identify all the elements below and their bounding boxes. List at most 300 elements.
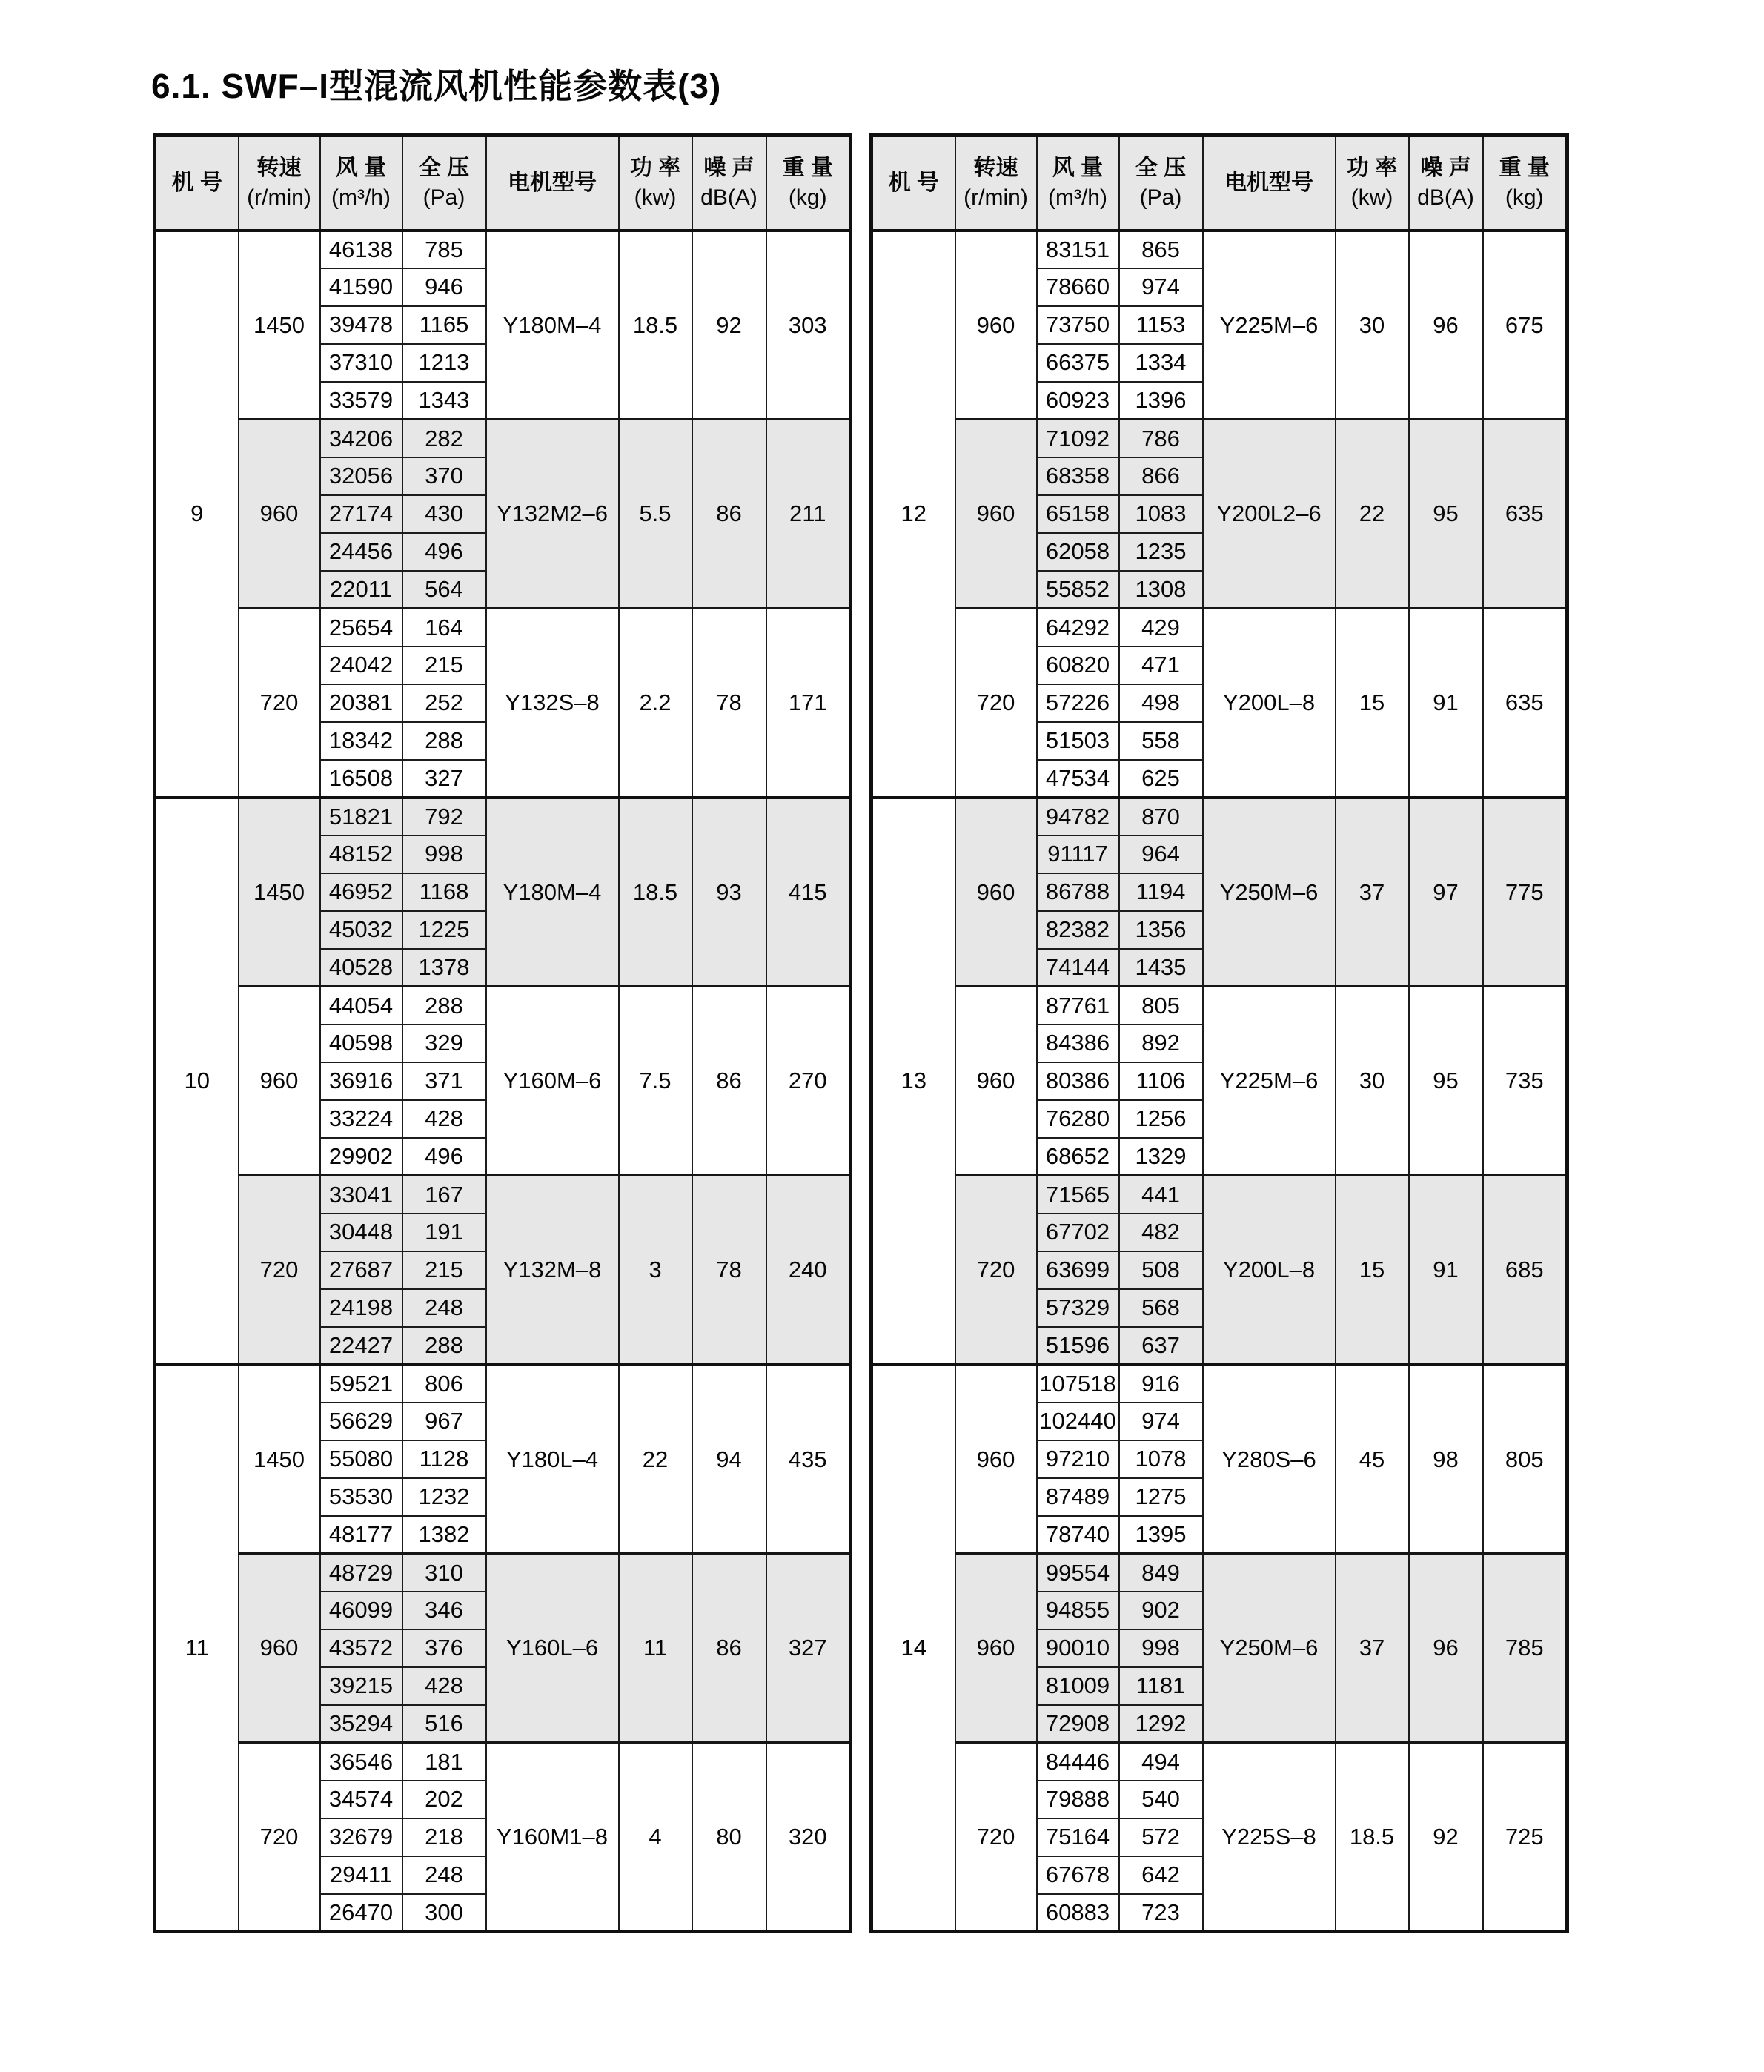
flow-cell: 76280 (1037, 1100, 1119, 1138)
noise-cell: 86 (692, 987, 766, 1176)
motor-model-cell: Y132S–8 (486, 609, 619, 798)
pressure-cell: 806 (402, 1365, 486, 1403)
flow-cell: 34206 (320, 420, 402, 457)
flow-cell: 39478 (320, 306, 402, 344)
pressure-cell: 572 (1119, 1818, 1203, 1856)
column-header-power (619, 136, 692, 231)
motor-model-cell: Y225S–8 (1203, 1743, 1336, 1932)
flow-cell: 87489 (1037, 1478, 1119, 1516)
pressure-cell: 218 (402, 1818, 486, 1856)
motor-model-cell: Y200L–8 (1203, 609, 1336, 798)
pressure-cell: 792 (402, 798, 486, 835)
speed-cell: 720 (239, 609, 320, 798)
weight-cell: 435 (766, 1365, 851, 1554)
pressure-cell: 540 (1119, 1781, 1203, 1818)
column-header-line1: 风 量 (1052, 155, 1104, 180)
pressure-cell: 568 (1119, 1289, 1203, 1327)
flow-cell: 97210 (1037, 1440, 1119, 1478)
table-row (155, 1365, 851, 1403)
pressure-cell: 642 (1119, 1856, 1203, 1894)
flow-cell: 78660 (1037, 268, 1119, 306)
speed-cell: 720 (955, 609, 1037, 798)
machine-no-cell: 9 (155, 231, 239, 798)
motor-model-cell: Y280S–6 (1203, 1365, 1336, 1554)
table-row (872, 1176, 1568, 1214)
flow-cell: 63699 (1037, 1251, 1119, 1289)
column-header-line2: (m³/h) (1048, 185, 1107, 210)
pressure-cell: 1213 (402, 344, 486, 382)
pressure-cell: 164 (402, 609, 486, 646)
weight-cell: 270 (766, 987, 851, 1176)
table-row (872, 1554, 1568, 1592)
flow-cell: 74144 (1037, 949, 1119, 987)
flow-cell: 73750 (1037, 306, 1119, 344)
table-row (872, 798, 1568, 835)
table-row (872, 1365, 1568, 1403)
weight-cell: 415 (766, 798, 851, 987)
flow-cell: 62058 (1037, 533, 1119, 571)
machine-no-cell: 13 (872, 798, 955, 1365)
flow-cell: 87761 (1037, 987, 1119, 1025)
flow-cell: 57329 (1037, 1289, 1119, 1327)
header-row (155, 136, 851, 231)
pressure-cell: 785 (402, 231, 486, 268)
weight-cell: 685 (1483, 1176, 1568, 1365)
pressure-cell: 625 (1119, 760, 1203, 798)
pressure-cell: 916 (1119, 1365, 1203, 1403)
column-header-line2: (kw) (634, 185, 677, 210)
motor-model-cell: Y180M–4 (486, 231, 619, 420)
pressure-cell: 191 (402, 1214, 486, 1251)
table-row (155, 231, 851, 268)
pressure-cell: 181 (402, 1743, 486, 1781)
speed-cell: 960 (239, 1554, 320, 1743)
column-header-line2: (r/min) (964, 185, 1028, 210)
column-header-weight (1483, 136, 1568, 231)
weight-cell: 171 (766, 609, 851, 798)
pressure-cell: 310 (402, 1554, 486, 1592)
column-header-line1: 风 量 (335, 155, 387, 180)
pressure-cell: 964 (1119, 835, 1203, 873)
pressure-cell: 1343 (402, 382, 486, 420)
flow-cell: 60883 (1037, 1894, 1119, 1932)
pressure-cell: 496 (402, 1138, 486, 1176)
column-header-line2: (Pa) (422, 185, 465, 210)
flow-cell: 27174 (320, 495, 402, 533)
column-header-line1: 机 号 (888, 170, 939, 195)
column-header-line1: 机 号 (171, 170, 222, 195)
motor-model-cell: Y225M–6 (1203, 231, 1336, 420)
flow-cell: 30448 (320, 1214, 402, 1251)
pressure-cell: 637 (1119, 1327, 1203, 1365)
flow-cell: 44054 (320, 987, 402, 1025)
speed-cell: 720 (955, 1176, 1037, 1365)
speed-cell: 720 (955, 1743, 1037, 1932)
pressure-cell: 1128 (402, 1440, 486, 1478)
pressure-cell: 1256 (1119, 1100, 1203, 1138)
pressure-cell: 1292 (1119, 1705, 1203, 1743)
pressure-cell: 248 (402, 1856, 486, 1894)
power-cell: 22 (619, 1365, 692, 1554)
power-cell: 7.5 (619, 987, 692, 1176)
pressure-cell: 1329 (1119, 1138, 1203, 1176)
pressure-cell: 376 (402, 1629, 486, 1667)
column-header-flow (1037, 136, 1119, 231)
flow-cell: 29411 (320, 1856, 402, 1894)
flow-cell: 43572 (320, 1629, 402, 1667)
flow-cell: 34574 (320, 1781, 402, 1818)
noise-cell: 80 (692, 1743, 766, 1932)
pressure-cell: 428 (402, 1667, 486, 1705)
pressure-cell: 1382 (402, 1516, 486, 1554)
flow-cell: 22011 (320, 571, 402, 609)
pressure-cell: 1106 (1119, 1062, 1203, 1100)
page-title: 6.1. SWF–I型混流风机性能参数表(3) (151, 67, 722, 105)
column-header-pressure (1119, 136, 1203, 231)
pressure-cell: 564 (402, 571, 486, 609)
noise-cell: 91 (1409, 1176, 1483, 1365)
pressure-cell: 288 (402, 722, 486, 760)
motor-model-cell: Y200L–8 (1203, 1176, 1336, 1365)
fan-spec-table-right (869, 133, 1569, 1933)
motor-model-cell: Y132M2–6 (486, 420, 619, 609)
pressure-cell: 496 (402, 533, 486, 571)
flow-cell: 32056 (320, 457, 402, 495)
speed-cell: 1450 (239, 1365, 320, 1554)
pressure-cell: 866 (1119, 457, 1203, 495)
motor-model-cell: Y180L–4 (486, 1365, 619, 1554)
pressure-cell: 1232 (402, 1478, 486, 1516)
pressure-cell: 974 (1119, 268, 1203, 306)
flow-cell: 84446 (1037, 1743, 1119, 1781)
pressure-cell: 346 (402, 1592, 486, 1629)
flow-cell: 56629 (320, 1403, 402, 1440)
flow-cell: 51821 (320, 798, 402, 835)
noise-cell: 86 (692, 1554, 766, 1743)
flow-cell: 29902 (320, 1138, 402, 1176)
column-header-line1: 噪 声 (1420, 155, 1471, 180)
column-header-line2: (m³/h) (331, 185, 391, 210)
column-header-line1: 电机型号 (508, 170, 597, 195)
noise-cell: 92 (692, 231, 766, 420)
table-row (155, 609, 851, 646)
motor-model-cell: Y225M–6 (1203, 987, 1336, 1176)
flow-cell: 55080 (320, 1440, 402, 1478)
pressure-cell: 558 (1119, 722, 1203, 760)
pressure-cell: 723 (1119, 1894, 1203, 1932)
column-header-machine (155, 136, 239, 231)
pressure-cell: 1334 (1119, 344, 1203, 382)
column-header-line1: 功 率 (1346, 155, 1398, 180)
table-row (155, 987, 851, 1025)
speed-cell: 960 (955, 1365, 1037, 1554)
flow-cell: 71092 (1037, 420, 1119, 457)
flow-cell: 67678 (1037, 1856, 1119, 1894)
motor-model-cell: Y132M–8 (486, 1176, 619, 1365)
column-header-line1: 全 压 (418, 155, 470, 180)
weight-cell: 303 (766, 231, 851, 420)
column-header-line2: (kg) (788, 185, 827, 210)
flow-cell: 41590 (320, 268, 402, 306)
pressure-cell: 1396 (1119, 382, 1203, 420)
column-header-line1: 噪 声 (703, 155, 755, 180)
flow-cell: 68652 (1037, 1138, 1119, 1176)
machine-no-cell: 10 (155, 798, 239, 1365)
speed-cell: 720 (239, 1743, 320, 1932)
flow-cell: 48152 (320, 835, 402, 873)
flow-cell: 81009 (1037, 1667, 1119, 1705)
pressure-cell: 1181 (1119, 1667, 1203, 1705)
noise-cell: 97 (1409, 798, 1483, 987)
power-cell: 11 (619, 1554, 692, 1743)
power-cell: 22 (1336, 420, 1409, 609)
noise-cell: 92 (1409, 1743, 1483, 1932)
flow-cell: 16508 (320, 760, 402, 798)
noise-cell: 95 (1409, 420, 1483, 609)
column-header-power (1336, 136, 1409, 231)
pressure-cell: 870 (1119, 798, 1203, 835)
column-header-line2: dB(A) (1417, 185, 1474, 210)
column-header-motor (1203, 136, 1336, 231)
weight-cell: 320 (766, 1743, 851, 1932)
power-cell: 15 (1336, 1176, 1409, 1365)
flow-cell: 40598 (320, 1025, 402, 1062)
table-row (155, 1176, 851, 1214)
flow-cell: 59521 (320, 1365, 402, 1403)
pressure-cell: 1225 (402, 911, 486, 949)
flow-cell: 82382 (1037, 911, 1119, 949)
power-cell: 3 (619, 1176, 692, 1365)
weight-cell: 785 (1483, 1554, 1568, 1743)
flow-cell: 27687 (320, 1251, 402, 1289)
flow-cell: 40528 (320, 949, 402, 987)
flow-cell: 107518 (1037, 1365, 1119, 1403)
flow-cell: 102440 (1037, 1403, 1119, 1440)
pressure-cell: 371 (402, 1062, 486, 1100)
pressure-cell: 248 (402, 1289, 486, 1327)
pressure-cell: 167 (402, 1176, 486, 1214)
speed-cell: 960 (239, 420, 320, 609)
column-header-line2: (kw) (1350, 185, 1393, 210)
flow-cell: 26470 (320, 1894, 402, 1932)
flow-cell: 64292 (1037, 609, 1119, 646)
flow-cell: 60820 (1037, 646, 1119, 684)
power-cell: 4 (619, 1743, 692, 1932)
pressure-cell: 849 (1119, 1554, 1203, 1592)
flow-cell: 84386 (1037, 1025, 1119, 1062)
column-header-line1: 转速 (973, 155, 1018, 180)
flow-cell: 39215 (320, 1667, 402, 1705)
flow-cell: 45032 (320, 911, 402, 949)
flow-cell: 25654 (320, 609, 402, 646)
speed-cell: 1450 (239, 798, 320, 987)
noise-cell: 93 (692, 798, 766, 987)
flow-cell: 18342 (320, 722, 402, 760)
weight-cell: 240 (766, 1176, 851, 1365)
pressure-cell: 441 (1119, 1176, 1203, 1214)
flow-cell: 94782 (1037, 798, 1119, 835)
speed-cell: 960 (955, 987, 1037, 1176)
weight-cell: 211 (766, 420, 851, 609)
column-header-line2: dB(A) (700, 185, 757, 210)
pressure-cell: 429 (1119, 609, 1203, 646)
table-row (155, 1554, 851, 1592)
weight-cell: 635 (1483, 609, 1568, 798)
pressure-cell: 1078 (1119, 1440, 1203, 1478)
pressure-cell: 288 (402, 1327, 486, 1365)
pressure-cell: 902 (1119, 1592, 1203, 1629)
flow-cell: 79888 (1037, 1781, 1119, 1818)
flow-cell: 36916 (320, 1062, 402, 1100)
table-row (872, 987, 1568, 1025)
pressure-cell: 1378 (402, 949, 486, 987)
motor-model-cell: Y180M–4 (486, 798, 619, 987)
noise-cell: 96 (1409, 1554, 1483, 1743)
column-header-line1: 转速 (256, 155, 302, 180)
noise-cell: 95 (1409, 987, 1483, 1176)
pressure-cell: 215 (402, 1251, 486, 1289)
flow-cell: 51503 (1037, 722, 1119, 760)
pressure-cell: 498 (1119, 684, 1203, 722)
weight-cell: 675 (1483, 231, 1568, 420)
pressure-cell: 327 (402, 760, 486, 798)
flow-cell: 55852 (1037, 571, 1119, 609)
flow-cell: 36546 (320, 1743, 402, 1781)
flow-cell: 51596 (1037, 1327, 1119, 1365)
machine-no-cell: 14 (872, 1365, 955, 1932)
weight-cell: 725 (1483, 1743, 1568, 1932)
pressure-cell: 1435 (1119, 949, 1203, 987)
flow-cell: 37310 (320, 344, 402, 382)
noise-cell: 78 (692, 1176, 766, 1365)
pressure-cell: 508 (1119, 1251, 1203, 1289)
pressure-cell: 1165 (402, 306, 486, 344)
noise-cell: 91 (1409, 609, 1483, 798)
flow-cell: 65158 (1037, 495, 1119, 533)
pressure-cell: 300 (402, 1894, 486, 1932)
flow-cell: 33579 (320, 382, 402, 420)
column-header-line2: (r/min) (247, 185, 311, 210)
column-header-line1: 重 量 (1499, 155, 1550, 180)
weight-cell: 735 (1483, 987, 1568, 1176)
motor-model-cell: Y160M1–8 (486, 1743, 619, 1932)
machine-no-cell: 11 (155, 1365, 239, 1932)
flow-cell: 24042 (320, 646, 402, 684)
pressure-cell: 892 (1119, 1025, 1203, 1062)
power-cell: 45 (1336, 1365, 1409, 1554)
weight-cell: 775 (1483, 798, 1568, 987)
pressure-cell: 946 (402, 268, 486, 306)
pressure-cell: 430 (402, 495, 486, 533)
table-row (872, 1743, 1568, 1781)
motor-model-cell: Y160L–6 (486, 1554, 619, 1743)
motor-model-cell: Y250M–6 (1203, 1554, 1336, 1743)
noise-cell: 98 (1409, 1365, 1483, 1554)
power-cell: 18.5 (1336, 1743, 1409, 1932)
power-cell: 37 (1336, 798, 1409, 987)
column-header-noise (692, 136, 766, 231)
pressure-cell: 786 (1119, 420, 1203, 457)
noise-cell: 94 (692, 1365, 766, 1554)
flow-cell: 20381 (320, 684, 402, 722)
speed-cell: 960 (955, 798, 1037, 987)
flow-cell: 72908 (1037, 1705, 1119, 1743)
column-header-line1: 功 率 (629, 155, 681, 180)
power-cell: 30 (1336, 231, 1409, 420)
column-header-line1: 重 量 (782, 155, 833, 180)
power-cell: 37 (1336, 1554, 1409, 1743)
flow-cell: 48177 (320, 1516, 402, 1554)
flow-cell: 46138 (320, 231, 402, 268)
table-row (155, 1743, 851, 1781)
flow-cell: 80386 (1037, 1062, 1119, 1100)
flow-cell: 86788 (1037, 873, 1119, 911)
speed-cell: 960 (955, 420, 1037, 609)
pressure-cell: 1395 (1119, 1516, 1203, 1554)
pressure-cell: 215 (402, 646, 486, 684)
table-row (872, 231, 1568, 268)
flow-cell: 83151 (1037, 231, 1119, 268)
column-header-flow (320, 136, 402, 231)
pressure-cell: 494 (1119, 1743, 1203, 1781)
pressure-cell: 282 (402, 420, 486, 457)
pressure-cell: 428 (402, 1100, 486, 1138)
pressure-cell: 1235 (1119, 533, 1203, 571)
speed-cell: 720 (239, 1176, 320, 1365)
pressure-cell: 1083 (1119, 495, 1203, 533)
flow-cell: 67702 (1037, 1214, 1119, 1251)
column-header-speed (239, 136, 320, 231)
weight-cell: 327 (766, 1554, 851, 1743)
flow-cell: 33224 (320, 1100, 402, 1138)
speed-cell: 960 (239, 987, 320, 1176)
flow-cell: 48729 (320, 1554, 402, 1592)
flow-cell: 66375 (1037, 344, 1119, 382)
pressure-cell: 998 (1119, 1629, 1203, 1667)
flow-cell: 22427 (320, 1327, 402, 1365)
flow-cell: 24198 (320, 1289, 402, 1327)
motor-model-cell: Y200L2–6 (1203, 420, 1336, 609)
column-header-line1: 电机型号 (1224, 170, 1313, 195)
flow-cell: 94855 (1037, 1592, 1119, 1629)
power-cell: 18.5 (619, 231, 692, 420)
flow-cell: 91117 (1037, 835, 1119, 873)
power-cell: 15 (1336, 609, 1409, 798)
noise-cell: 78 (692, 609, 766, 798)
motor-model-cell: Y250M–6 (1203, 798, 1336, 987)
power-cell: 30 (1336, 987, 1409, 1176)
flow-cell: 33041 (320, 1176, 402, 1214)
pressure-cell: 288 (402, 987, 486, 1025)
column-header-machine (872, 136, 955, 231)
flow-cell: 90010 (1037, 1629, 1119, 1667)
pressure-cell: 329 (402, 1025, 486, 1062)
table-row (155, 420, 851, 457)
pressure-cell: 1168 (402, 873, 486, 911)
flow-cell: 46952 (320, 873, 402, 911)
pressure-cell: 370 (402, 457, 486, 495)
column-header-pressure (402, 136, 486, 231)
pressure-cell: 516 (402, 1705, 486, 1743)
pressure-cell: 974 (1119, 1403, 1203, 1440)
header-row (872, 136, 1568, 231)
pressure-cell: 482 (1119, 1214, 1203, 1251)
pressure-cell: 252 (402, 684, 486, 722)
flow-cell: 47534 (1037, 760, 1119, 798)
pressure-cell: 1153 (1119, 306, 1203, 344)
weight-cell: 635 (1483, 420, 1568, 609)
power-cell: 18.5 (619, 798, 692, 987)
